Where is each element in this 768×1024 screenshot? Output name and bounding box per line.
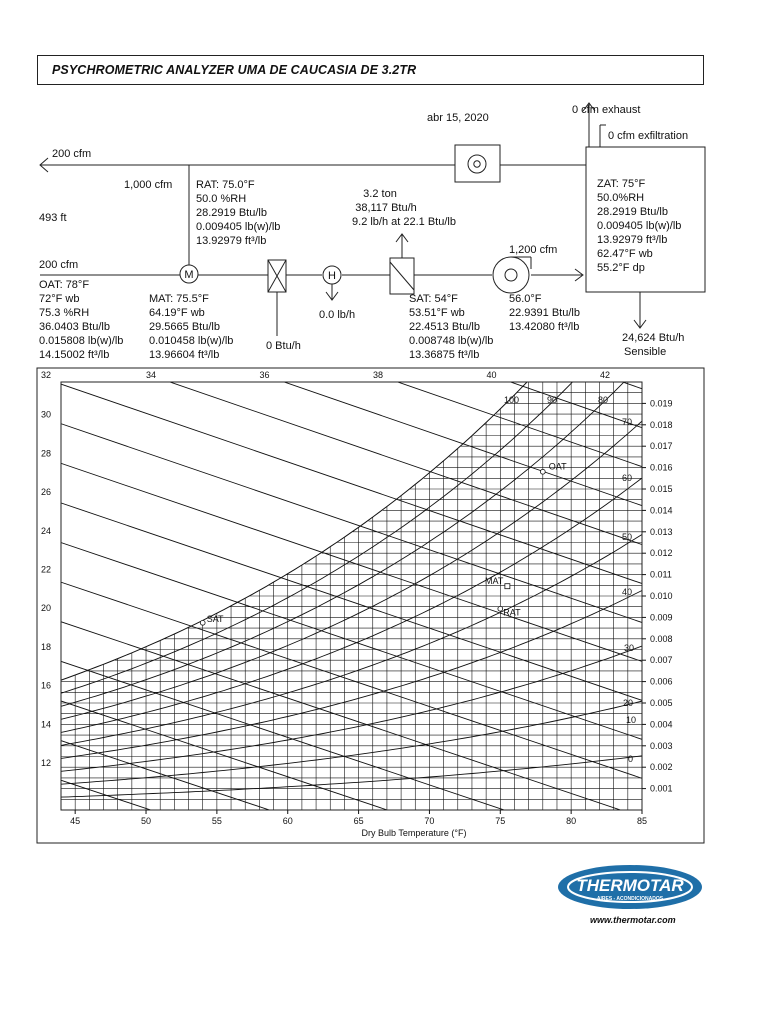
state-point-oat — [540, 469, 545, 474]
svg-text:Sensible: Sensible — [624, 346, 667, 358]
svg-text:64.19°F wb: 64.19°F wb — [149, 307, 205, 319]
state-point-label: OAT — [548, 461, 567, 472]
w-tick-label: 0.002 — [650, 762, 673, 773]
rh-curve — [61, 364, 642, 707]
svg-text:0.010458 lb(w)/lb: 0.010458 lb(w)/lb — [149, 335, 234, 347]
website-link[interactable]: www.thermotar.com — [590, 915, 676, 925]
w-tick-label: 0.005 — [650, 698, 673, 708]
rh-label: 60 — [622, 473, 633, 483]
w-tick-label: 0.014 — [650, 505, 673, 516]
w-tick-label: 0.015 — [650, 484, 673, 494]
state-point-label: SAT — [206, 613, 224, 624]
svg-text:55.2°F dp: 55.2°F dp — [597, 262, 645, 274]
rh-label: 90 — [547, 395, 558, 405]
elevation-label: 493 ft — [39, 212, 67, 224]
logo-text: THERMOTAR — [576, 876, 684, 895]
svg-text:28.2919 Btu/lb: 28.2919 Btu/lb — [196, 207, 267, 219]
svg-text:0.009405 lb(w)/lb: 0.009405 lb(w)/lb — [196, 221, 281, 233]
enthalpy-lines — [0, 77, 713, 860]
rh-curve — [61, 478, 642, 732]
rh-label: 100 — [504, 395, 520, 405]
mixer-symbol: M — [184, 269, 194, 281]
svg-text:53.51°F wb: 53.51°F wb — [409, 307, 465, 319]
svg-text:OAT: 78°F: OAT: 78°F — [39, 279, 90, 291]
svg-text:MAT: 75.5°F: MAT: 75.5°F — [149, 293, 209, 305]
svg-text:29.5665 Btu/lb: 29.5665 Btu/lb — [149, 321, 220, 333]
svg-text:0.008748 lb(w)/lb: 0.008748 lb(w)/lb — [409, 335, 494, 347]
date-label: abr 15, 2020 — [427, 112, 489, 124]
enthalpy-top-label: 42 — [599, 370, 611, 380]
w-tick-label: 0.004 — [650, 719, 673, 730]
rh-label: 10 — [626, 715, 637, 725]
svg-text:28.2919 Btu/lb: 28.2919 Btu/lb — [597, 206, 668, 218]
w-tick-label: 0.018 — [650, 419, 673, 430]
enthalpy-line — [0, 754, 713, 860]
chart-labels — [41, 370, 673, 826]
enthalpy-top-label: 38 — [372, 370, 384, 380]
svg-text:9.2 lb/h at 22.1 Btu/lb: 9.2 lb/h at 22.1 Btu/lb — [352, 216, 456, 228]
enthalpy-top-label: 34 — [145, 370, 157, 380]
enthalpy-top-label: 36 — [259, 370, 270, 380]
svg-text:13.96604 ft³/lb: 13.96604 ft³/lb — [149, 349, 220, 361]
w-tick-label: 0.016 — [650, 462, 673, 473]
rh-label: 70 — [622, 417, 633, 427]
enthalpy-tick-label: 20 — [41, 603, 52, 614]
chart-outer-frame — [37, 368, 704, 843]
enthalpy-tick-label: 12 — [41, 758, 52, 768]
return-flow-label: 200 cfm — [52, 148, 92, 160]
x-tick-label: 80 — [566, 816, 577, 826]
x-tick-label: 85 — [636, 816, 648, 826]
w-tick-label: 0.007 — [650, 655, 673, 666]
enthalpy-tick-label: 22 — [41, 564, 52, 575]
enthalpy-line — [0, 157, 713, 453]
thermotar-logo — [556, 862, 704, 912]
rh-label: 0 — [628, 754, 634, 764]
state-point-sat — [200, 620, 205, 625]
page-title: PSYCHROMETRIC ANALYZER UMA DE CAUCASIA DE 3.2TR — [52, 63, 417, 77]
enthalpy-line — [0, 77, 713, 375]
svg-text:72°F wb: 72°F wb — [39, 293, 80, 305]
rh-curve — [61, 646, 642, 771]
x-tick-label: 55 — [211, 816, 222, 826]
enthalpy-tick-label: 24 — [41, 525, 52, 536]
svg-text:13.36875 ft³/lb: 13.36875 ft³/lb — [409, 349, 480, 361]
rh-label: 20 — [623, 698, 634, 708]
svg-text:SAT: 54°F: SAT: 54°F — [409, 293, 458, 305]
w-tick-label: 0.010 — [650, 591, 673, 601]
w-tick-label: 0.017 — [650, 441, 673, 452]
x-tick-label: 50 — [141, 816, 152, 826]
enthalpy-line — [0, 635, 713, 860]
state-point-label: RAT — [503, 607, 521, 618]
x-tick-label: 65 — [353, 816, 364, 826]
enthalpy-tick-label: 28 — [41, 448, 52, 459]
enthalpy-tick-label: 32 — [41, 370, 52, 380]
enthalpy-top-label: 40 — [486, 370, 497, 380]
svg-text:50.0%RH: 50.0%RH — [597, 192, 645, 204]
rh-curve — [61, 756, 642, 797]
enthalpy-tick-label: 26 — [41, 487, 52, 498]
svg-text:75.3 %RH: 75.3 %RH — [39, 307, 90, 319]
rh-label: 30 — [624, 643, 635, 653]
rh-label: 80 — [598, 395, 609, 405]
state-point-mat — [505, 584, 510, 589]
exhaust-label: 0 cfm exhaust — [572, 104, 641, 116]
svg-text:RAT: 75.0°F: RAT: 75.0°F — [196, 179, 255, 191]
x-tick-label: 45 — [70, 816, 81, 826]
x-tick-label: 75 — [495, 816, 506, 826]
humidifier-label: 0.0 lb/h — [319, 309, 356, 321]
w-tick-label: 0.012 — [650, 548, 673, 559]
recirc-flow-label: 1,000 cfm — [124, 179, 173, 191]
w-tick-label: 0.001 — [650, 783, 673, 794]
w-tick-label: 0.003 — [650, 740, 673, 751]
svg-text:36.0403 Btu/lb: 36.0403 Btu/lb — [39, 321, 110, 333]
svg-text:13.42080 ft³/lb: 13.42080 ft³/lb — [509, 321, 580, 333]
enthalpy-tick-label: 14 — [41, 719, 52, 730]
w-tick-label: 0.011 — [650, 569, 672, 580]
enthalpy-tick-label: 16 — [41, 680, 52, 691]
preheat-label: 0 Btu/h — [266, 340, 301, 352]
state-point-label: MAT — [485, 576, 504, 587]
x-tick-label: 70 — [424, 816, 435, 826]
svg-text:14.15002 ft³/lb: 14.15002 ft³/lb — [39, 349, 110, 361]
enthalpy-line — [0, 714, 713, 860]
w-tick-label: 0.006 — [650, 676, 673, 687]
svg-text:38,117 Btu/h: 38,117 Btu/h — [355, 202, 417, 214]
w-tick-label: 0.009 — [650, 612, 673, 623]
svg-text:62.47°F wb: 62.47°F wb — [597, 248, 653, 260]
logo-subtext: AIRES - ACONDICIONADOS — [596, 896, 664, 902]
svg-text:13.92979 ft³/lb: 13.92979 ft³/lb — [597, 234, 668, 246]
svg-text:56.0°F: 56.0°F — [509, 293, 542, 305]
enthalpy-line — [0, 196, 713, 491]
svg-text:0.009405 lb(w)/lb: 0.009405 lb(w)/lb — [597, 220, 682, 232]
x-tick-label: 60 — [282, 816, 293, 826]
w-tick-label: 0.008 — [650, 633, 673, 644]
svg-text:50.0 %RH: 50.0 %RH — [196, 193, 247, 205]
rh-curve — [61, 591, 642, 759]
enthalpy-line — [0, 117, 713, 414]
supply-flow-label: 1,200 cfm — [509, 244, 558, 256]
enthalpy-tick-label: 30 — [41, 409, 52, 420]
rh-label: 50 — [622, 532, 633, 542]
enthalpy-line — [0, 236, 713, 530]
exfiltration-label: 0 cfm exfiltration — [608, 130, 689, 142]
state-point-rat — [498, 606, 503, 611]
w-tick-label: 0.019 — [650, 398, 673, 409]
outdoor-flow-label: 200 cfm — [39, 259, 79, 271]
humidifier-symbol: H — [328, 270, 336, 282]
svg-text:13.92979 ft³/lb: 13.92979 ft³/lb — [196, 235, 267, 247]
x-axis-label: Dry Bulb Temperature (°F) — [361, 828, 467, 838]
enthalpy-tick-label: 18 — [41, 641, 52, 652]
svg-text:24,624 Btu/h: 24,624 Btu/h — [622, 332, 685, 344]
svg-text:22.9391 Btu/lb: 22.9391 Btu/lb — [509, 307, 580, 319]
rh-label: 40 — [622, 587, 633, 597]
svg-text:ZAT: 75°F: ZAT: 75°F — [597, 178, 646, 190]
svg-text:0.015808 lb(w)/lb: 0.015808 lb(w)/lb — [39, 335, 124, 347]
svg-text:22.4513 Btu/lb: 22.4513 Btu/lb — [409, 321, 480, 333]
w-tick-label: 0.013 — [650, 526, 673, 537]
svg-text:3.2 ton: 3.2 ton — [363, 188, 397, 200]
